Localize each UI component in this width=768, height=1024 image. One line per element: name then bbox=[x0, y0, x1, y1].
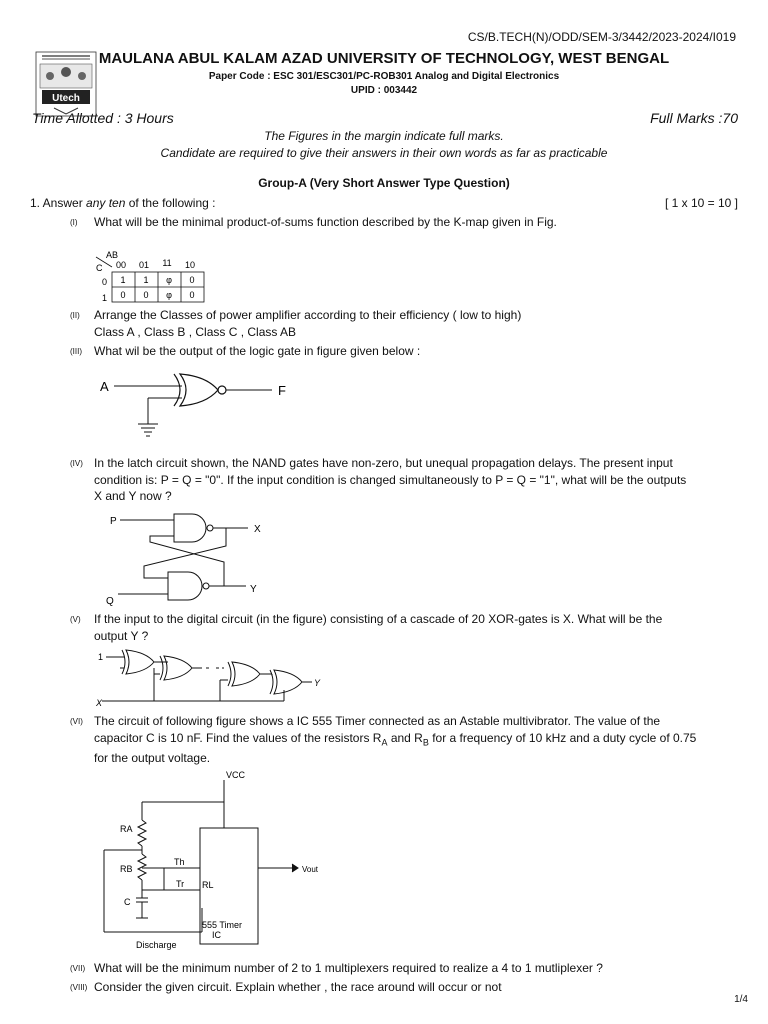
question-number: (VII) bbox=[70, 964, 86, 973]
kmap-row-var: C bbox=[96, 263, 103, 273]
rl-label: RL bbox=[202, 880, 214, 890]
latch-input-q: Q bbox=[106, 596, 114, 607]
logic-gate-figure bbox=[96, 368, 306, 444]
question-text: In the latch circuit shown, the NAND gates have non-zero, but unequal propagation delays. The present input condition is: P = Q = "0". If the input condition is changed simultaneously to P = Q = "1", what will be the outputs X and Y now ? bbox=[94, 456, 687, 503]
question-text: What wil be the output of the logic gate in figure given below : bbox=[94, 344, 421, 358]
paper-reference: CS/B.TECH(N)/ODD/SEM-3/3442/2023-2024/I019 bbox=[467, 30, 736, 44]
ic-label: 555 Timer bbox=[202, 920, 243, 930]
question-text: What will be the minimal product-of-sums function described by the K-map given in Fig. bbox=[94, 215, 557, 229]
question-text: The circuit of following figure shows a IC 555 Timer connected as an Astable multivibrator. The value of the capacitor C is 10 nF. Find the values of the resistors $R_A$ and $R_B$ for a frequency of 10 kHz and a duty cycle of 0.75 for the output voltage. bbox=[94, 714, 697, 766]
rb-label: RB bbox=[120, 864, 133, 874]
latch-output-y: Y bbox=[250, 584, 257, 595]
kmap-cell: 1 bbox=[120, 275, 126, 285]
kmap-col-label: 10 bbox=[184, 260, 196, 270]
question-number: (VIII) bbox=[70, 983, 88, 992]
timer-555-figure bbox=[96, 768, 366, 954]
nand-latch-figure bbox=[104, 510, 274, 608]
question-text: Consider the given circuit. Explain whether , the race around will occur or not bbox=[94, 980, 502, 994]
full-marks: Full Marks :70 bbox=[650, 110, 738, 126]
question-number: (III) bbox=[70, 347, 82, 356]
vcc-label: VCC bbox=[226, 770, 246, 780]
instruction-note: Candidate are required to give their answers in their own words as far as practicable bbox=[160, 146, 608, 160]
tr-label: Tr bbox=[176, 879, 185, 889]
page-number: 1/4 bbox=[734, 994, 748, 1005]
logo-text: Utech bbox=[52, 93, 80, 104]
th-label: Th bbox=[174, 857, 185, 867]
cascade-input-one: 1 bbox=[98, 652, 104, 662]
c-label: C bbox=[124, 897, 131, 907]
kmap-row-label: 0 bbox=[102, 277, 108, 287]
upid: UPID : 003442 bbox=[350, 85, 418, 96]
question-number: (IV) bbox=[70, 459, 83, 468]
kmap-cell: 0 bbox=[189, 275, 195, 285]
instruction-note: The Figures in the margin indicate full marks. bbox=[264, 129, 504, 143]
question-number: (VI) bbox=[70, 717, 83, 726]
ic-label-2: IC bbox=[212, 930, 221, 940]
paper-code: Paper Code : ESC 301/ESC301/PC-ROB301 Analog and Digital Electronics bbox=[208, 71, 560, 82]
kmap-figure bbox=[92, 247, 222, 305]
group-title: Group-A (Very Short Answer Type Question) bbox=[258, 176, 510, 190]
gate-input-label: A bbox=[100, 379, 109, 394]
university-name: MAULANA ABUL KALAM AZAD UNIVERSITY OF TECHNOLOGY, WEST BENGAL bbox=[98, 50, 670, 67]
question-text: Arrange the Classes of power amplifier according to their efficiency ( low to high) Class A , Class B , Class C , Class AB bbox=[94, 308, 522, 339]
xor-cascade-figure bbox=[94, 646, 334, 708]
cascade-output-y: Y bbox=[314, 678, 321, 688]
ra-label: RA bbox=[120, 824, 133, 834]
discharge-label: Discharge bbox=[136, 940, 177, 950]
question-text: If the input to the digital circuit (in the figure) consisting of a cascade of 20 XOR-gates is X. What will be the output Y ? bbox=[94, 612, 663, 643]
kmap-cell: φ bbox=[166, 275, 172, 285]
latch-output-x: X bbox=[254, 524, 261, 535]
time-allotted: Time Allotted : 3 Hours bbox=[32, 110, 174, 126]
kmap-col-label: 01 bbox=[138, 260, 150, 270]
question-number: (I) bbox=[70, 218, 78, 227]
vout-label: Vout bbox=[302, 865, 319, 874]
kmap-col-label: 00 bbox=[115, 260, 127, 270]
kmap-cell: 0 bbox=[120, 290, 126, 300]
kmap-col-label: 11 bbox=[162, 258, 172, 268]
question-1-marks: [ 1 x 10 = 10 ] bbox=[664, 196, 738, 210]
gate-output-label: F bbox=[278, 383, 286, 398]
question-1-heading: 1. Answer any ten of the following : bbox=[30, 196, 216, 210]
kmap-cell: 0 bbox=[143, 290, 149, 300]
latch-input-p: P bbox=[110, 516, 117, 527]
kmap-col-var: AB bbox=[106, 250, 119, 260]
kmap-cell: 0 bbox=[189, 290, 195, 300]
kmap-cell: 1 bbox=[143, 275, 149, 285]
cascade-input-x: X bbox=[96, 698, 103, 708]
kmap-row-label: 1 bbox=[102, 293, 108, 303]
question-text: What will be the minimum number of 2 to 1 multiplexers required to realize a 4 to 1 mutliplexer ? bbox=[94, 961, 603, 975]
question-number: (II) bbox=[70, 311, 80, 320]
question-number: (V) bbox=[70, 615, 81, 624]
kmap-cell: φ bbox=[166, 290, 172, 300]
